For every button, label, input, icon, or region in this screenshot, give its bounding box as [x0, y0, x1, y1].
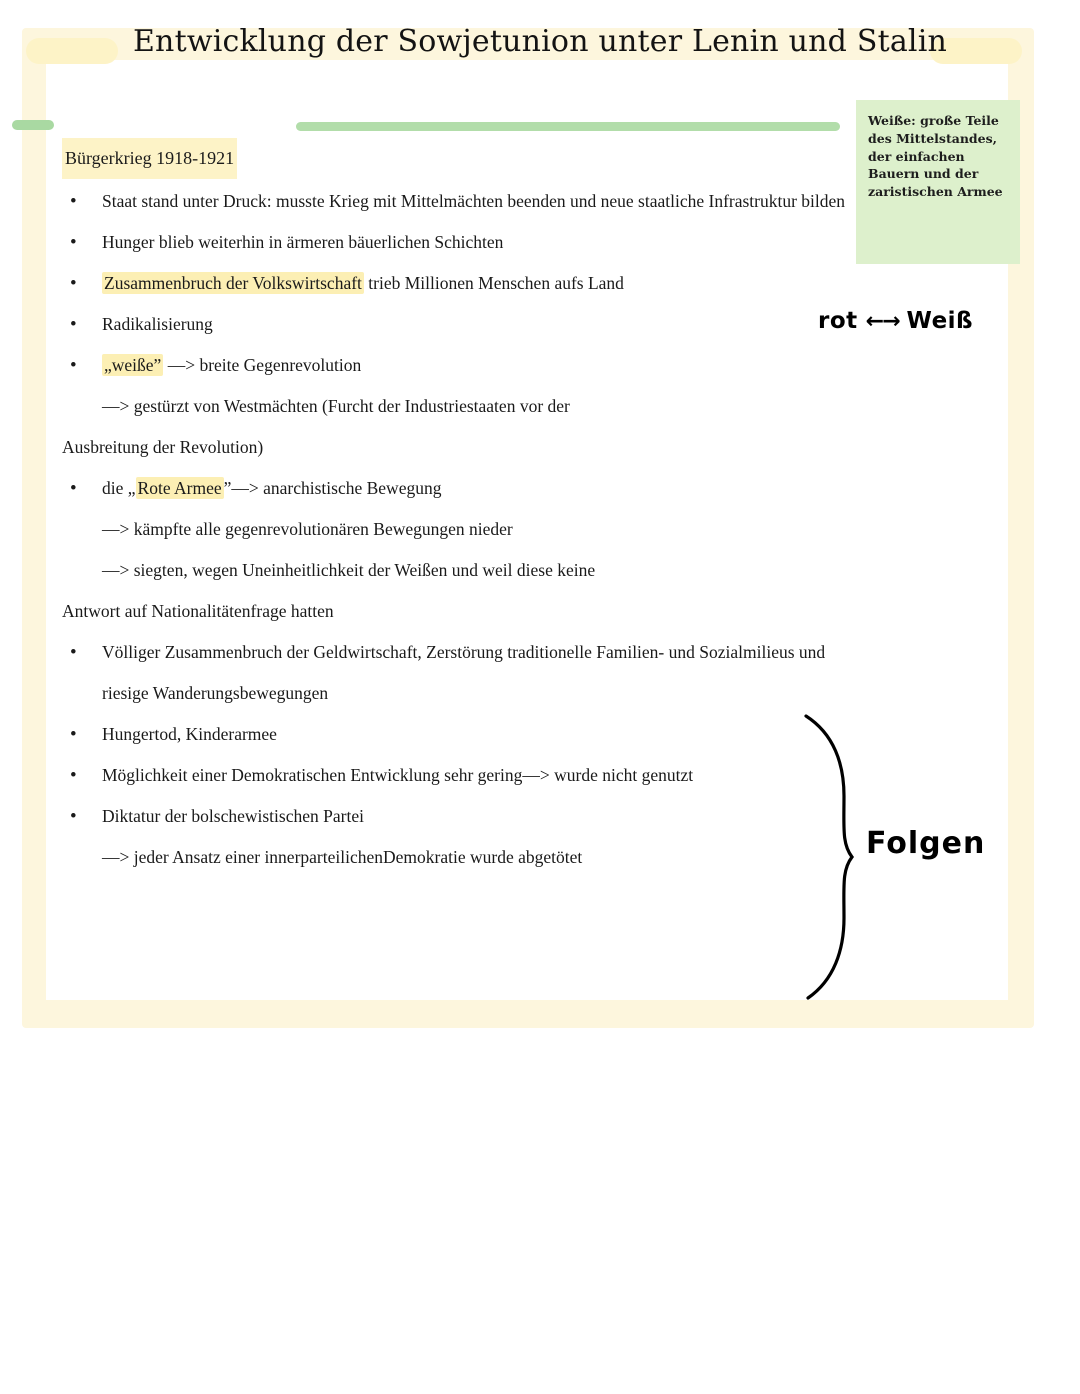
bullet-text: Diktatur der bolschewistischen Partei [102, 806, 364, 826]
double-arrow-icon: ←→ [865, 309, 899, 334]
annotation-weiss: Weiß [906, 308, 974, 334]
sticky-note [856, 100, 1020, 264]
bullet-text: trieb Millionen Menschen aufs Land [363, 273, 624, 293]
note-body [62, 138, 852, 878]
bullet-list-2 [62, 468, 852, 509]
list-item [62, 222, 852, 263]
bullet-text: Hunger blieb weiterhin in ärmeren bäuerlichen Schichten [102, 232, 504, 252]
list-item [62, 345, 852, 386]
list-item [62, 755, 852, 796]
sticky-note-text: Weiße: große Teile des Mittelstandes, der einfachen Bauern und der zaristischen Armee [868, 113, 1003, 199]
section-heading-wrap [62, 138, 852, 181]
sub-line-continuation: Ausbreitung der Revolution) [62, 437, 264, 457]
sub-line: —> jeder Ansatz einer innerparteilichenDemokratie wurde abgetötet [102, 847, 583, 867]
highlighted-phrase: „weiße” [104, 355, 162, 375]
list-item [62, 796, 852, 837]
bullet-text: Völliger Zusammenbruch der Geldwirtschaft, Zerstörung traditionelle Familien- und Sozialmilieus und riesige Wanderungsbewegungen [102, 642, 826, 703]
list-item [62, 263, 852, 304]
sub-line: —> kämpfte alle gegenrevolutionären Bewegungen nieder [102, 519, 513, 539]
bullet-text: Möglichkeit einer Demokratischen Entwicklung sehr gering—> wurde nicht genutzt [102, 765, 694, 785]
green-rule-divider [296, 122, 840, 131]
bullet-text: —> breite Gegenrevolution [163, 355, 362, 375]
handwritten-folgen-annotation: Folgen [866, 826, 986, 861]
bullet-text: Radikalisierung [102, 314, 213, 334]
page-title: Entwicklung der Sowjetunion unter Lenin und Stalin [132, 24, 948, 59]
sub-line: —> siegten, wegen Uneinheitlichkeit der Weißen und weil diese keine [102, 560, 596, 580]
sub-line-continuation: Antwort auf Nationalitätenfrage hatten [62, 601, 334, 621]
list-item [62, 714, 852, 755]
list-item [62, 181, 852, 222]
highlighted-phrase: Rote Armee [137, 478, 222, 498]
bullet-text: Staat stand unter Druck: musste Krieg mit Mittelmächten beenden und neue staatliche Infrastruktur bilden [102, 191, 846, 211]
bullet-list [62, 181, 852, 386]
list-item [62, 304, 852, 345]
green-tab-marker [12, 120, 54, 130]
bullet-list-3 [62, 632, 852, 837]
list-item [62, 468, 852, 509]
annotation-rot: rot [818, 308, 858, 334]
curly-brace-icon [800, 712, 870, 1007]
bullet-text: Hungertod, Kinderarmee [102, 724, 277, 744]
page-blank-area [0, 1028, 1080, 1394]
section-heading: Bürgerkrieg 1918-1921 [62, 138, 237, 179]
list-item [62, 632, 852, 714]
bullet-text: ”—> anarchistische Bewegung [223, 478, 442, 498]
handwritten-rot-weiss-annotation [818, 308, 973, 334]
sub-line: —> gestürzt von Westmächten (Furcht der Industriestaaten vor der [102, 396, 570, 416]
highlighted-phrase: Zusammenbruch der Volkswirtschaft [104, 273, 362, 293]
bullet-text-prefix: die „ [102, 478, 136, 498]
